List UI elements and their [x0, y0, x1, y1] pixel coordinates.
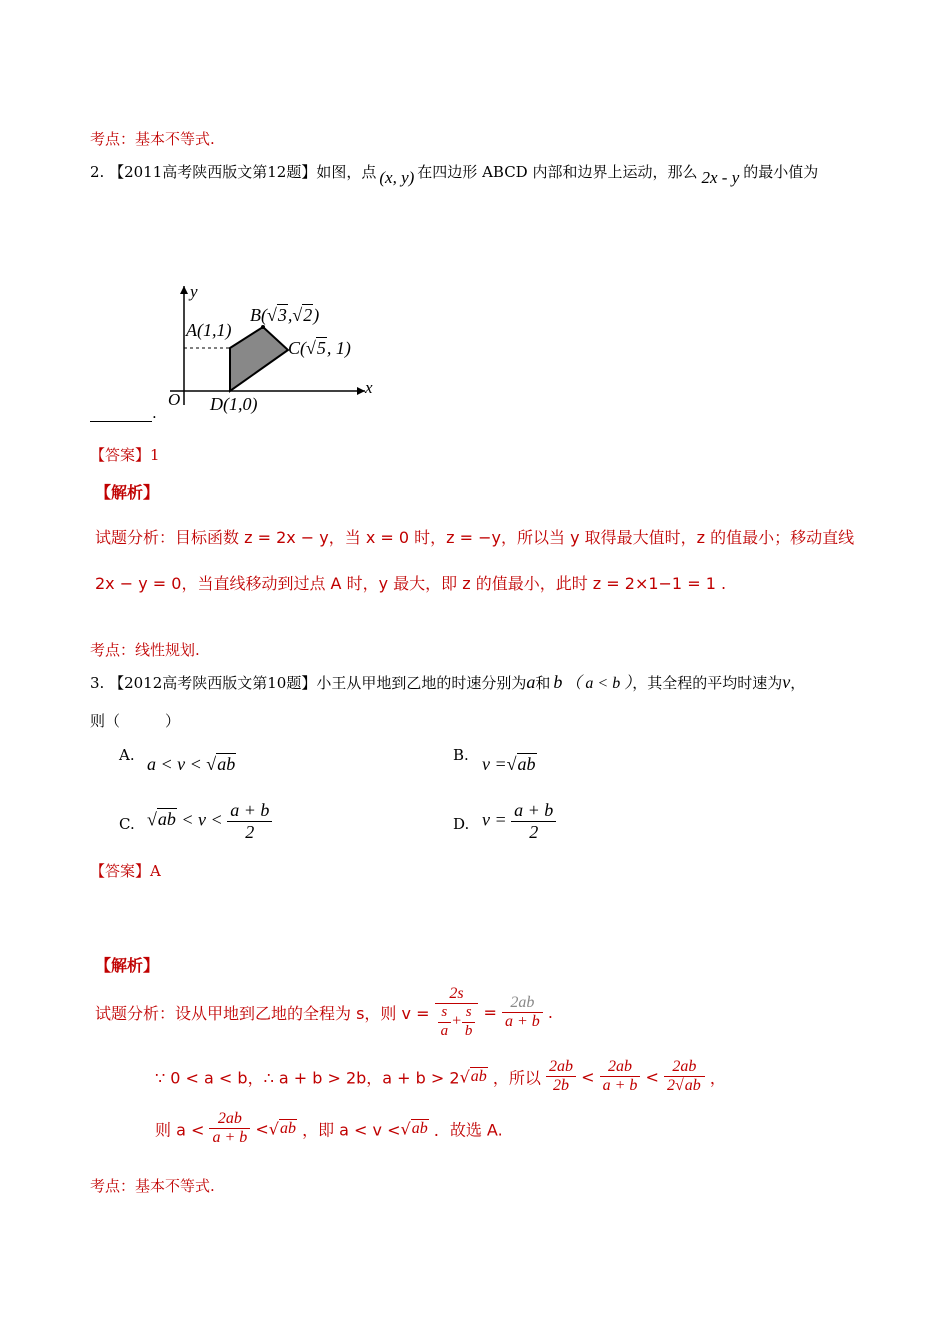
q3-text-a: 小王从甲地到乙地的时速分别为 — [316, 674, 527, 692]
q2-number: 2. — [90, 163, 105, 181]
q2-analysis-1: 试题分析：目标函数 z = 2x − y，当 x = 0 时，z = −y，所以当 y 取得最大值时，z 的值最小；移动直线 — [95, 528, 855, 547]
option-c-label: C. — [119, 815, 135, 833]
question-3 — [90, 670, 805, 693]
kaodian-1: 考点：基本不等式. — [90, 130, 215, 148]
quadrilateral-figure — [160, 280, 380, 420]
option-b-label: B. — [453, 746, 469, 764]
label-b: B(√3,√2) — [250, 305, 320, 325]
q3-text-c: ， — [790, 674, 806, 692]
q3-analysis-2: ∵ 0 < a < b，∴ a + b > 2b，a + b > 2√ab ，所以 $\frac{2ab}{2b}$ < $\frac{2ab}{a + b}$ < $\frac{2ab}{2√ab}$ ， — [155, 1058, 726, 1095]
q3-v: v — [782, 672, 791, 692]
q2-text-c: 的最小值为 — [743, 163, 819, 181]
option-a-label: A. — [119, 746, 135, 764]
label-c: C(√5, 1) — [288, 338, 351, 358]
q3-text-b: ，其全程的平均时速为 — [632, 674, 783, 692]
kaodian-2: 考点：线性规划. — [90, 641, 200, 659]
q3-analysis-3: 则 a < $\frac{2ab}{a + b}$ <√ab ，即 a < v <√ab ．故选 A. — [155, 1110, 503, 1147]
option-b[interactable]: v =√ab — [482, 754, 536, 774]
axis-x-label: x — [365, 378, 373, 397]
kaodian-3: 考点：基本不等式. — [90, 1177, 215, 1195]
q2-jiexi: 【解析】 — [95, 483, 160, 502]
origin-label: O — [168, 390, 181, 409]
q3-he: 和 — [535, 674, 551, 692]
option-d[interactable]: v = $\frac{a + b}{2}$ — [482, 800, 556, 842]
q2-text-b: 在四边形 ABCD 内部和边界上运动，那么 — [417, 163, 698, 181]
option-d-label: D. — [453, 815, 470, 833]
y-axis-arrow — [180, 286, 188, 294]
q3-a: a — [526, 672, 536, 692]
quadrilateral-abcd — [230, 327, 288, 391]
q2-point: (x, y) — [379, 168, 415, 187]
q2-analysis-2: 2x − y = 0，当直线移动到过点 A 时，y 最大，即 z 的值最小，此时 z = 2×1−1 = 1 . — [95, 574, 727, 593]
axis-y-label: y — [190, 282, 198, 301]
q2-answer-blank: . — [90, 404, 157, 422]
q2-text-a: 如图，点 — [316, 163, 377, 181]
label-a: A(1,1) — [186, 320, 232, 340]
q3-jiexi: 【解析】 — [95, 956, 160, 975]
question-2 — [90, 161, 819, 187]
label-d: D(1,0) — [210, 394, 258, 414]
q3-answer: 【答案】A — [90, 862, 161, 880]
q3-b: b — [553, 672, 563, 692]
q3-cond: （ a < b ） — [565, 675, 633, 692]
q2-answer: 【答案】1 — [90, 446, 160, 464]
blank-line — [90, 407, 152, 422]
q3-source: 【2012高考陕西版文第10题】 — [109, 674, 317, 692]
option-c[interactable]: √ab < v < $\frac{a + b}{2}$ — [147, 800, 272, 842]
q2-expr: 2x - y — [701, 168, 740, 187]
q3-analysis-1: 试题分析：设从甲地到乙地的全程为 s，则 v = 2s $\frac{s}{a}$ + $\frac{s}{b}$ = $\frac{2ab}{a + b}$ . — [95, 985, 553, 1039]
q3-ze: 则（ ） — [90, 712, 181, 730]
x-axis-arrow — [357, 387, 365, 395]
q3-number: 3. — [90, 674, 105, 692]
q2-source: 【2011高考陕西版文第12题】 — [109, 163, 317, 181]
option-a[interactable]: a < v < √ab — [147, 754, 236, 774]
